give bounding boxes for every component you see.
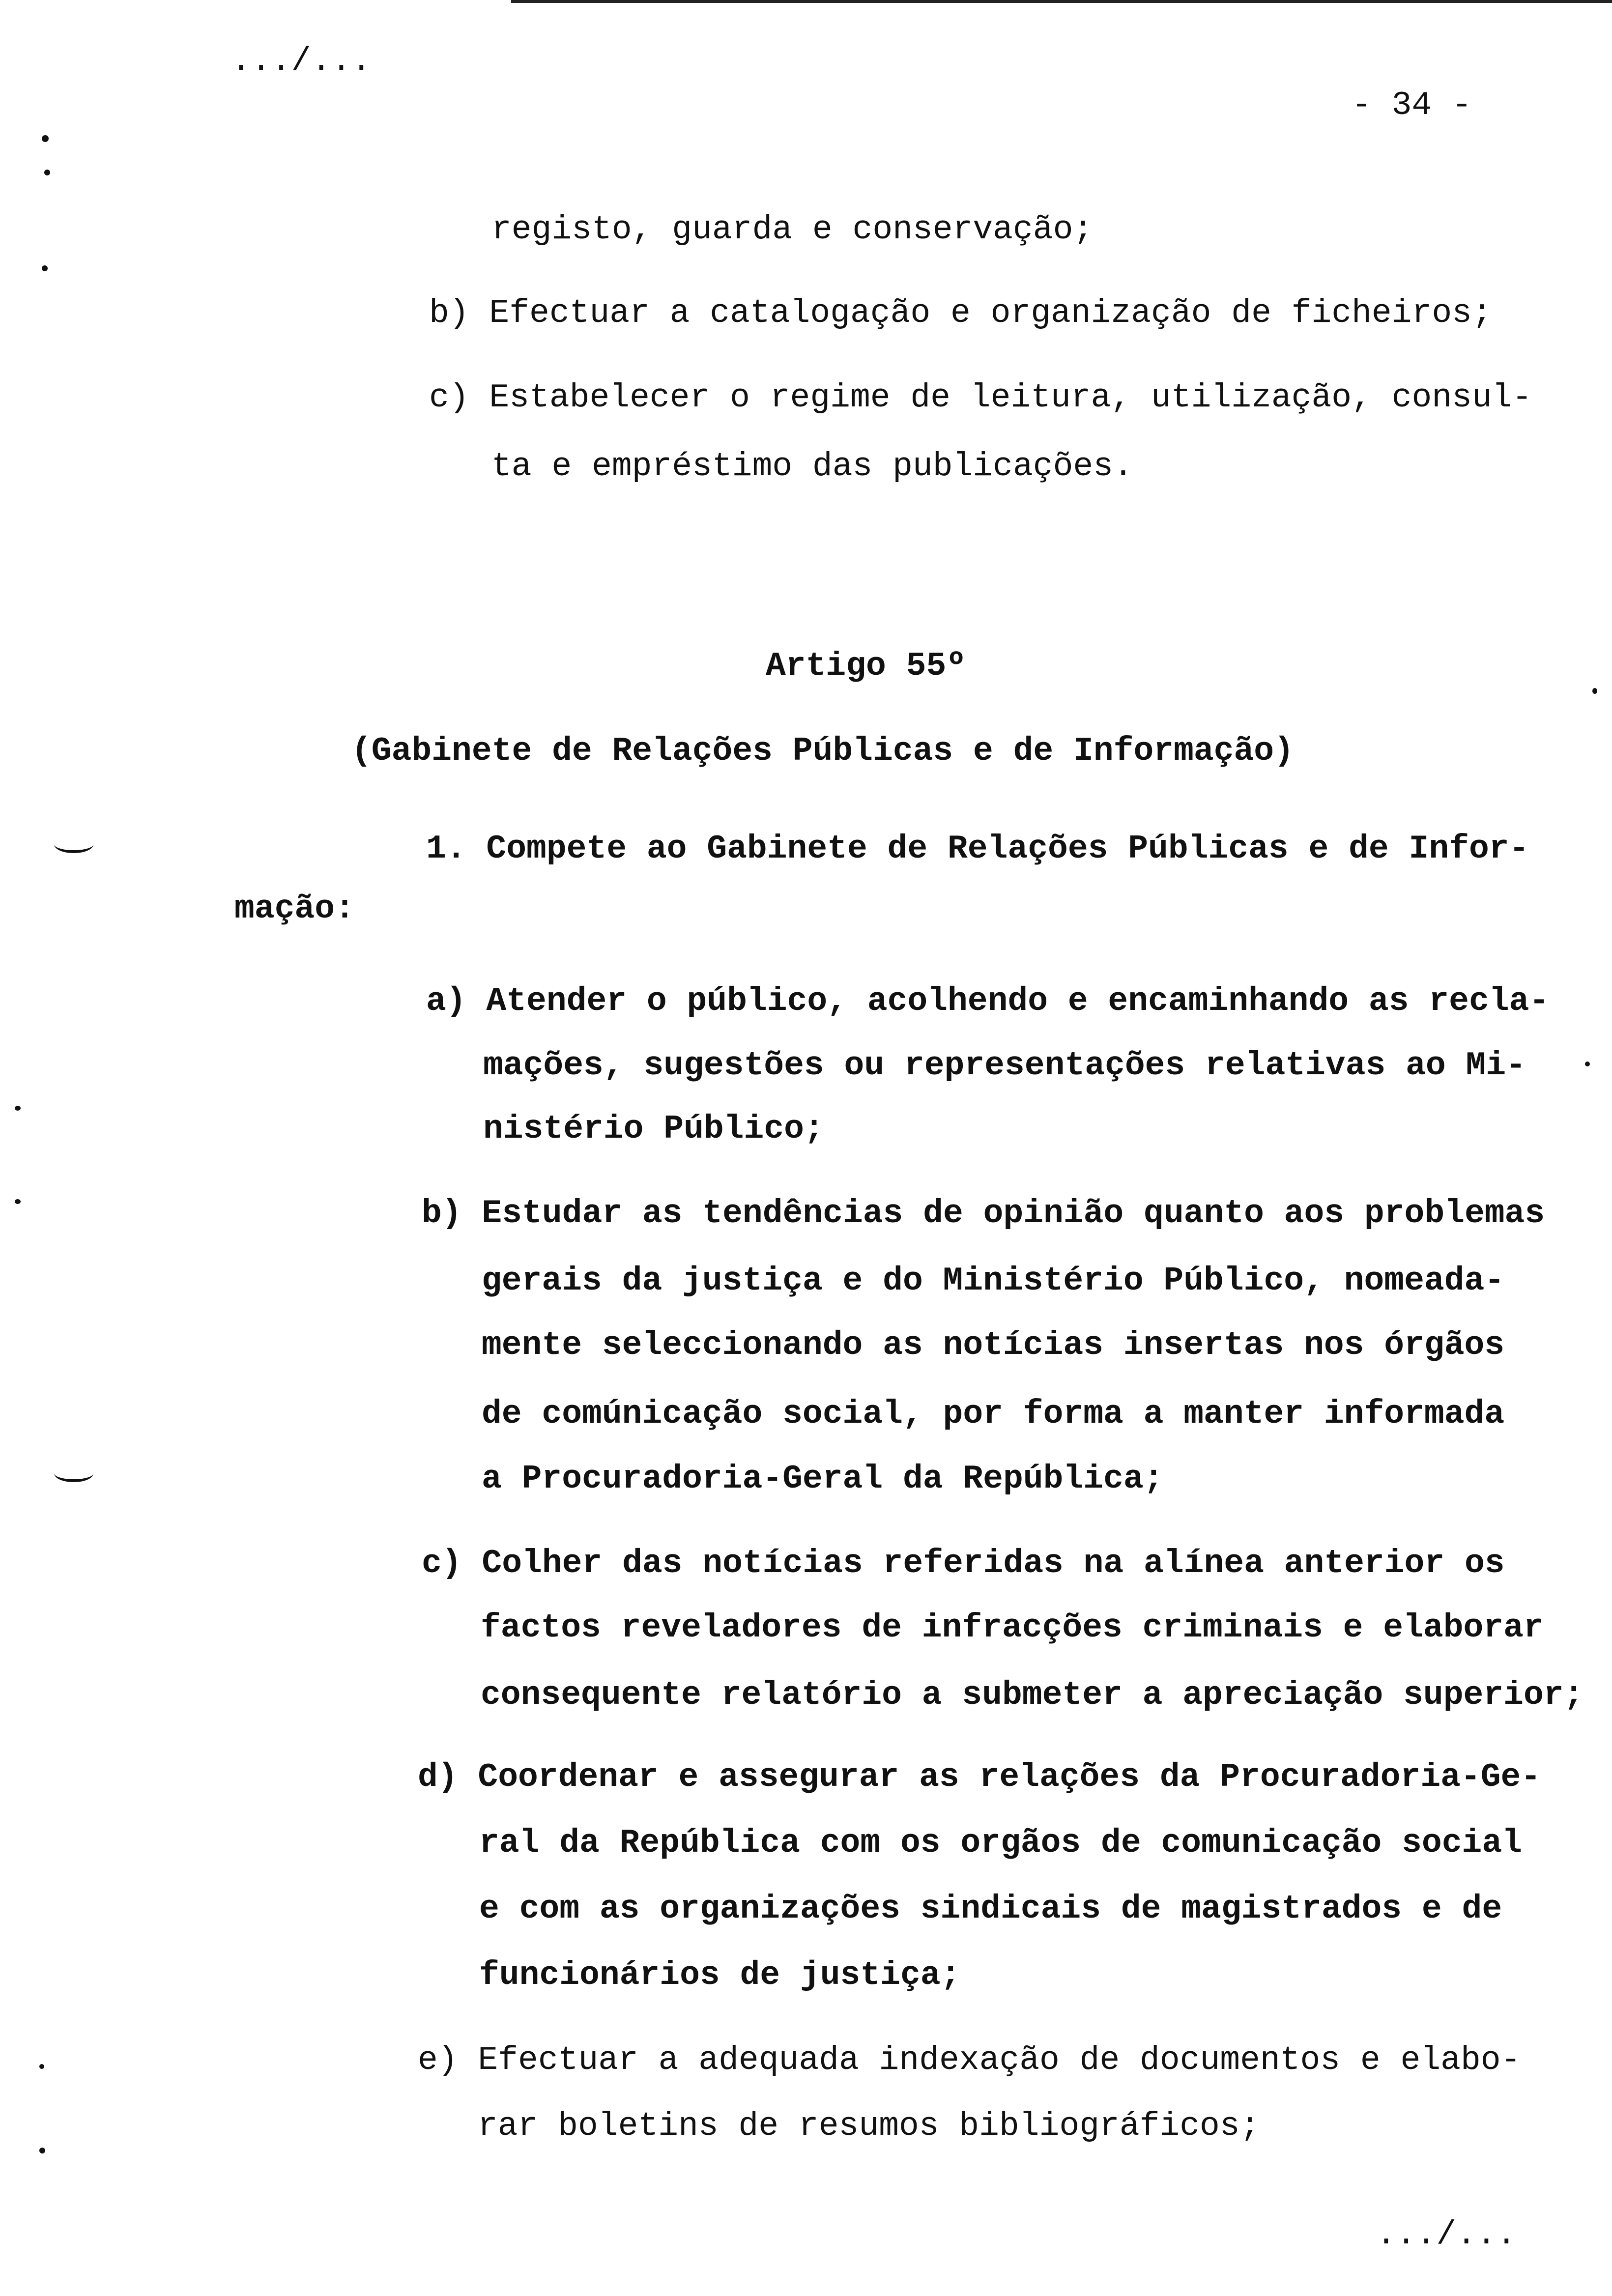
item-b-line: b) Estudar as tendências de opinião quanto aos problemas [422, 1195, 1545, 1233]
page-number: - 34 - [1352, 86, 1472, 124]
item-d-line: ral da República com os orgãos de comunicação social [479, 1824, 1522, 1862]
scan-top-border [511, 0, 1612, 3]
hole-punch-mark [54, 835, 93, 853]
article-title: Artigo 55º [766, 647, 967, 685]
text-line: c) Estabelecer o regime de leitura, utilização, consul- [429, 379, 1532, 417]
item-a-line: nistério Público; [483, 1110, 824, 1148]
scan-speck [1592, 688, 1597, 694]
paragraph-1-line: mação: [234, 890, 355, 928]
item-c-line: consequente relatório a submeter a apreciação superior; [481, 1676, 1584, 1714]
scan-speck [15, 1106, 21, 1111]
scan-speck [1585, 1062, 1590, 1066]
item-a-line: mações, sugestões ou representações relativas ao Mi- [483, 1047, 1526, 1085]
item-b-line: gerais da justiça e do Ministério Público, nomeada- [482, 1262, 1505, 1300]
item-d-line: e com as organizações sindicais de magistrados e de [479, 1890, 1502, 1928]
scan-speck [42, 135, 49, 142]
item-b-line: de comúnicação social, por forma a manter informada [482, 1395, 1505, 1433]
item-d-line: d) Coordenar e assegurar as relações da Procuradoria-Ge- [418, 1758, 1541, 1796]
scan-speck [39, 2064, 44, 2069]
hole-punch-mark [54, 1464, 93, 1482]
item-a-line: a) Atender o público, acolhendo e encaminhando as recla- [426, 982, 1550, 1020]
article-subtitle: (Gabinete de Relações Públicas e de Informação) [351, 732, 1294, 770]
scan-speck [39, 2148, 45, 2153]
item-d-line: funcionários de justiça; [479, 1956, 961, 1994]
item-e-line: e) Efectuar a adequada indexação de documentos e elabo- [418, 2041, 1521, 2079]
text-line: b) Efectuar a catalogação e organização de ficheiros; [429, 294, 1492, 332]
item-b-line: mente seleccionando as notícias insertas nos órgãos [482, 1326, 1505, 1364]
text-line: registo, guarda e conservação; [491, 211, 1094, 249]
scan-speck [44, 170, 50, 175]
footer-continued-mark: .../... [1376, 2216, 1517, 2254]
item-c-line: factos reveladores de infracções criminais e elaborar [481, 1609, 1544, 1647]
header-continued-mark: .../... [231, 42, 372, 80]
paragraph-1-line: 1. Compete ao Gabinete de Relações Públicas e de Infor- [426, 830, 1529, 868]
item-e-line: rar boletins de resumos bibliográficos; [478, 2107, 1260, 2145]
item-c-line: c) Colher das notícias referidas na alínea anterior os [422, 1545, 1505, 1582]
scan-speck [42, 265, 48, 271]
item-b-line: a Procuradoria-Geral da República; [482, 1460, 1164, 1498]
scan-speck [15, 1199, 21, 1204]
text-line: ta e empréstimo das publicações. [491, 448, 1133, 486]
